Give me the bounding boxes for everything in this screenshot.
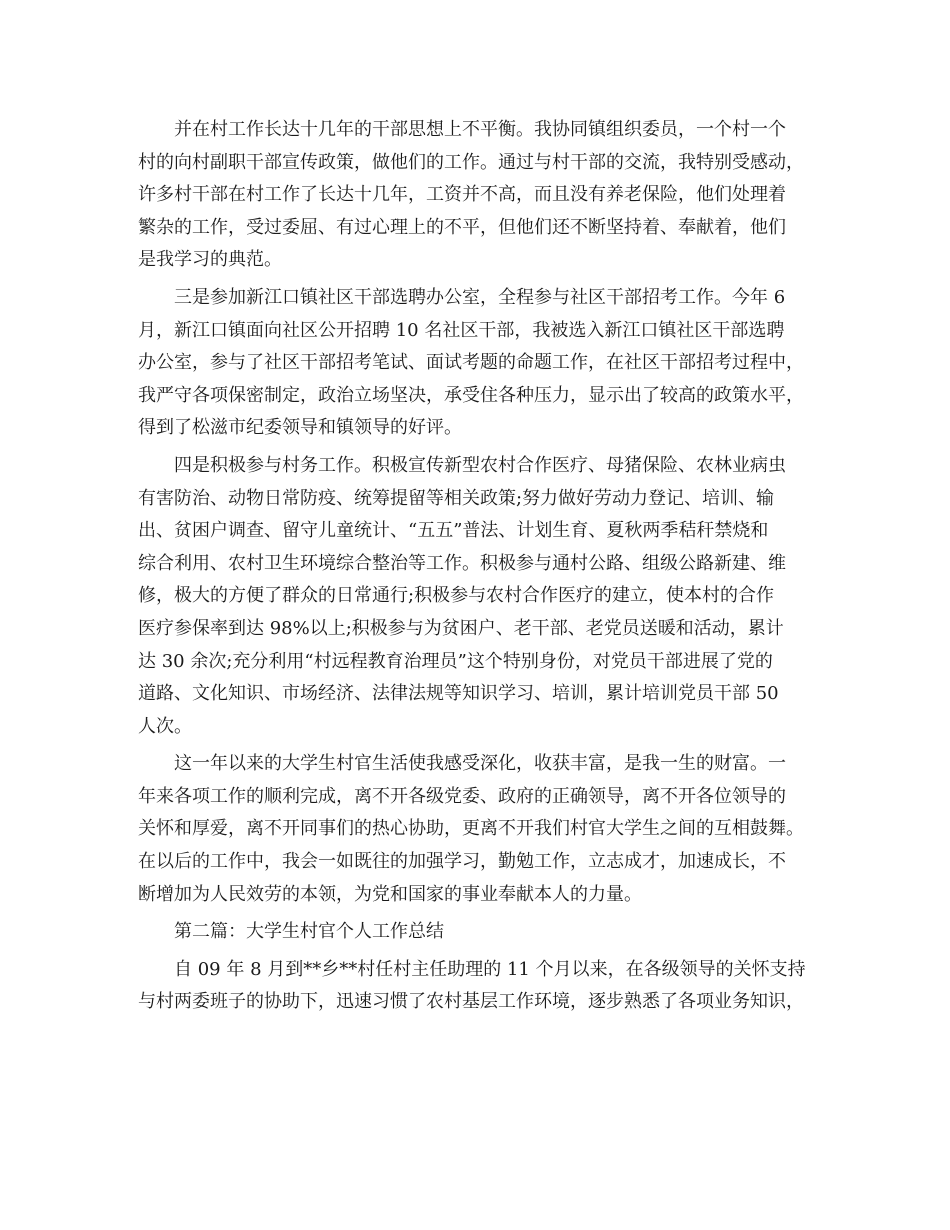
text-line: 医疗参保率到达 98%以上;积极参与为贫困户、老干部、老党员送暖和活动，累计	[138, 617, 784, 639]
text-line: 繁杂的工作，受过委屈、有过心理上的不平，但他们还不断坚持着、奉献着，他们	[138, 216, 786, 238]
text-line: 修，极大的方便了群众的日常通行;积极参与农村合作医疗的建立，使本村的合作	[138, 585, 775, 607]
paragraph-4	[138, 748, 828, 911]
text-line: 达 30 余次;充分利用“村远程教育治理员”这个特别身份，对党员干部进展了党的	[138, 650, 773, 672]
text-line: 断增加为人民效劳的本领，为党和国家的事业奉献本人的力量。	[138, 883, 642, 905]
text-line: 道路、文化知识、市场经济、法律法规等知识学习、培训，累计培训党员干部 50	[138, 683, 779, 705]
paragraph-5	[138, 954, 828, 1019]
heading-line: 第二篇：大学生村官个人工作总结	[174, 921, 444, 943]
text-line: 许多村干部在村工作了长达十几年，工资并不高，而且没有养老保险，他们处理着	[138, 184, 786, 206]
text-line: 得到了松滋市纪委领导和镇领导的好评。	[138, 417, 462, 439]
text-line: 并在村工作长达十几年的干部思想上不平衡。我协同镇组织委员，一个村一个	[174, 119, 786, 140]
text-line: 与村两委班子的协助下，迅速习惯了农村基层工作环境，逐步熟悉了各项业务知识，	[138, 991, 804, 1013]
document-body	[138, 114, 828, 1024]
text-line: 月，新江口镇面向社区公开招聘 10 名社区干部，我被选入新江口镇社区干部选聘	[138, 319, 785, 341]
text-line: 办公室，参与了社区干部招考笔试、面试考题的命题工作，在社区干部招考过程中，	[138, 352, 804, 374]
text-line: 这一年以来的大学生村官生活使我感受深化，收获丰富，是我一生的财富。一	[174, 753, 786, 775]
text-line: 有害防治、动物日常防疫、统筹提留等相关政策;努力做好劳动力登记、培训、输	[138, 487, 775, 509]
text-line: 自 09 年 8 月到**乡**村任村主任助理的 11 个月以来，在各级领导的关怀支持	[174, 958, 806, 980]
text-line: 在以后的工作中，我会一如既往的加强学习，勤勉工作，立志成才，加速成长，不	[138, 851, 786, 873]
text-line: 出、贫困户调查、留守儿童统计、“五五”普法、计划生育、夏秋两季秸秆禁烧和	[138, 520, 769, 542]
paragraph-1	[138, 114, 828, 277]
text-line: 综合利用、农村卫生环境综合整治等工作。积极参与通村公路、组级公路新建、维	[138, 552, 786, 574]
text-line: 是我学习的典范。	[138, 249, 282, 271]
text-line: 年来各项工作的顺利完成，离不开各级党委、政府的正确领导，离不开各位领导的	[138, 785, 786, 807]
text-line: 我严守各项保密制定，政治立场坚决，承受住各种压力，显示出了较高的政策水平，	[138, 384, 804, 406]
section-heading	[138, 916, 828, 949]
paragraph-3	[138, 450, 828, 743]
text-line: 村的向村副职干部宣传政策，做他们的工作。通过与村干部的交流，我特别受感动，	[138, 151, 804, 173]
text-line: 三是参加新江口镇社区干部选聘办公室，全程参与社区干部招考工作。今年 6	[174, 286, 786, 308]
paragraph-2	[138, 282, 828, 445]
text-line: 四是积极参与村务工作。积极宣传新型农村合作医疗、母猪保险、农林业病虫	[174, 454, 786, 476]
text-line: 关怀和厚爱，离不开同事们的热心协助，更离不开我们村官大学生之间的互相鼓舞。	[138, 818, 804, 840]
text-line: 人次。	[138, 715, 192, 737]
